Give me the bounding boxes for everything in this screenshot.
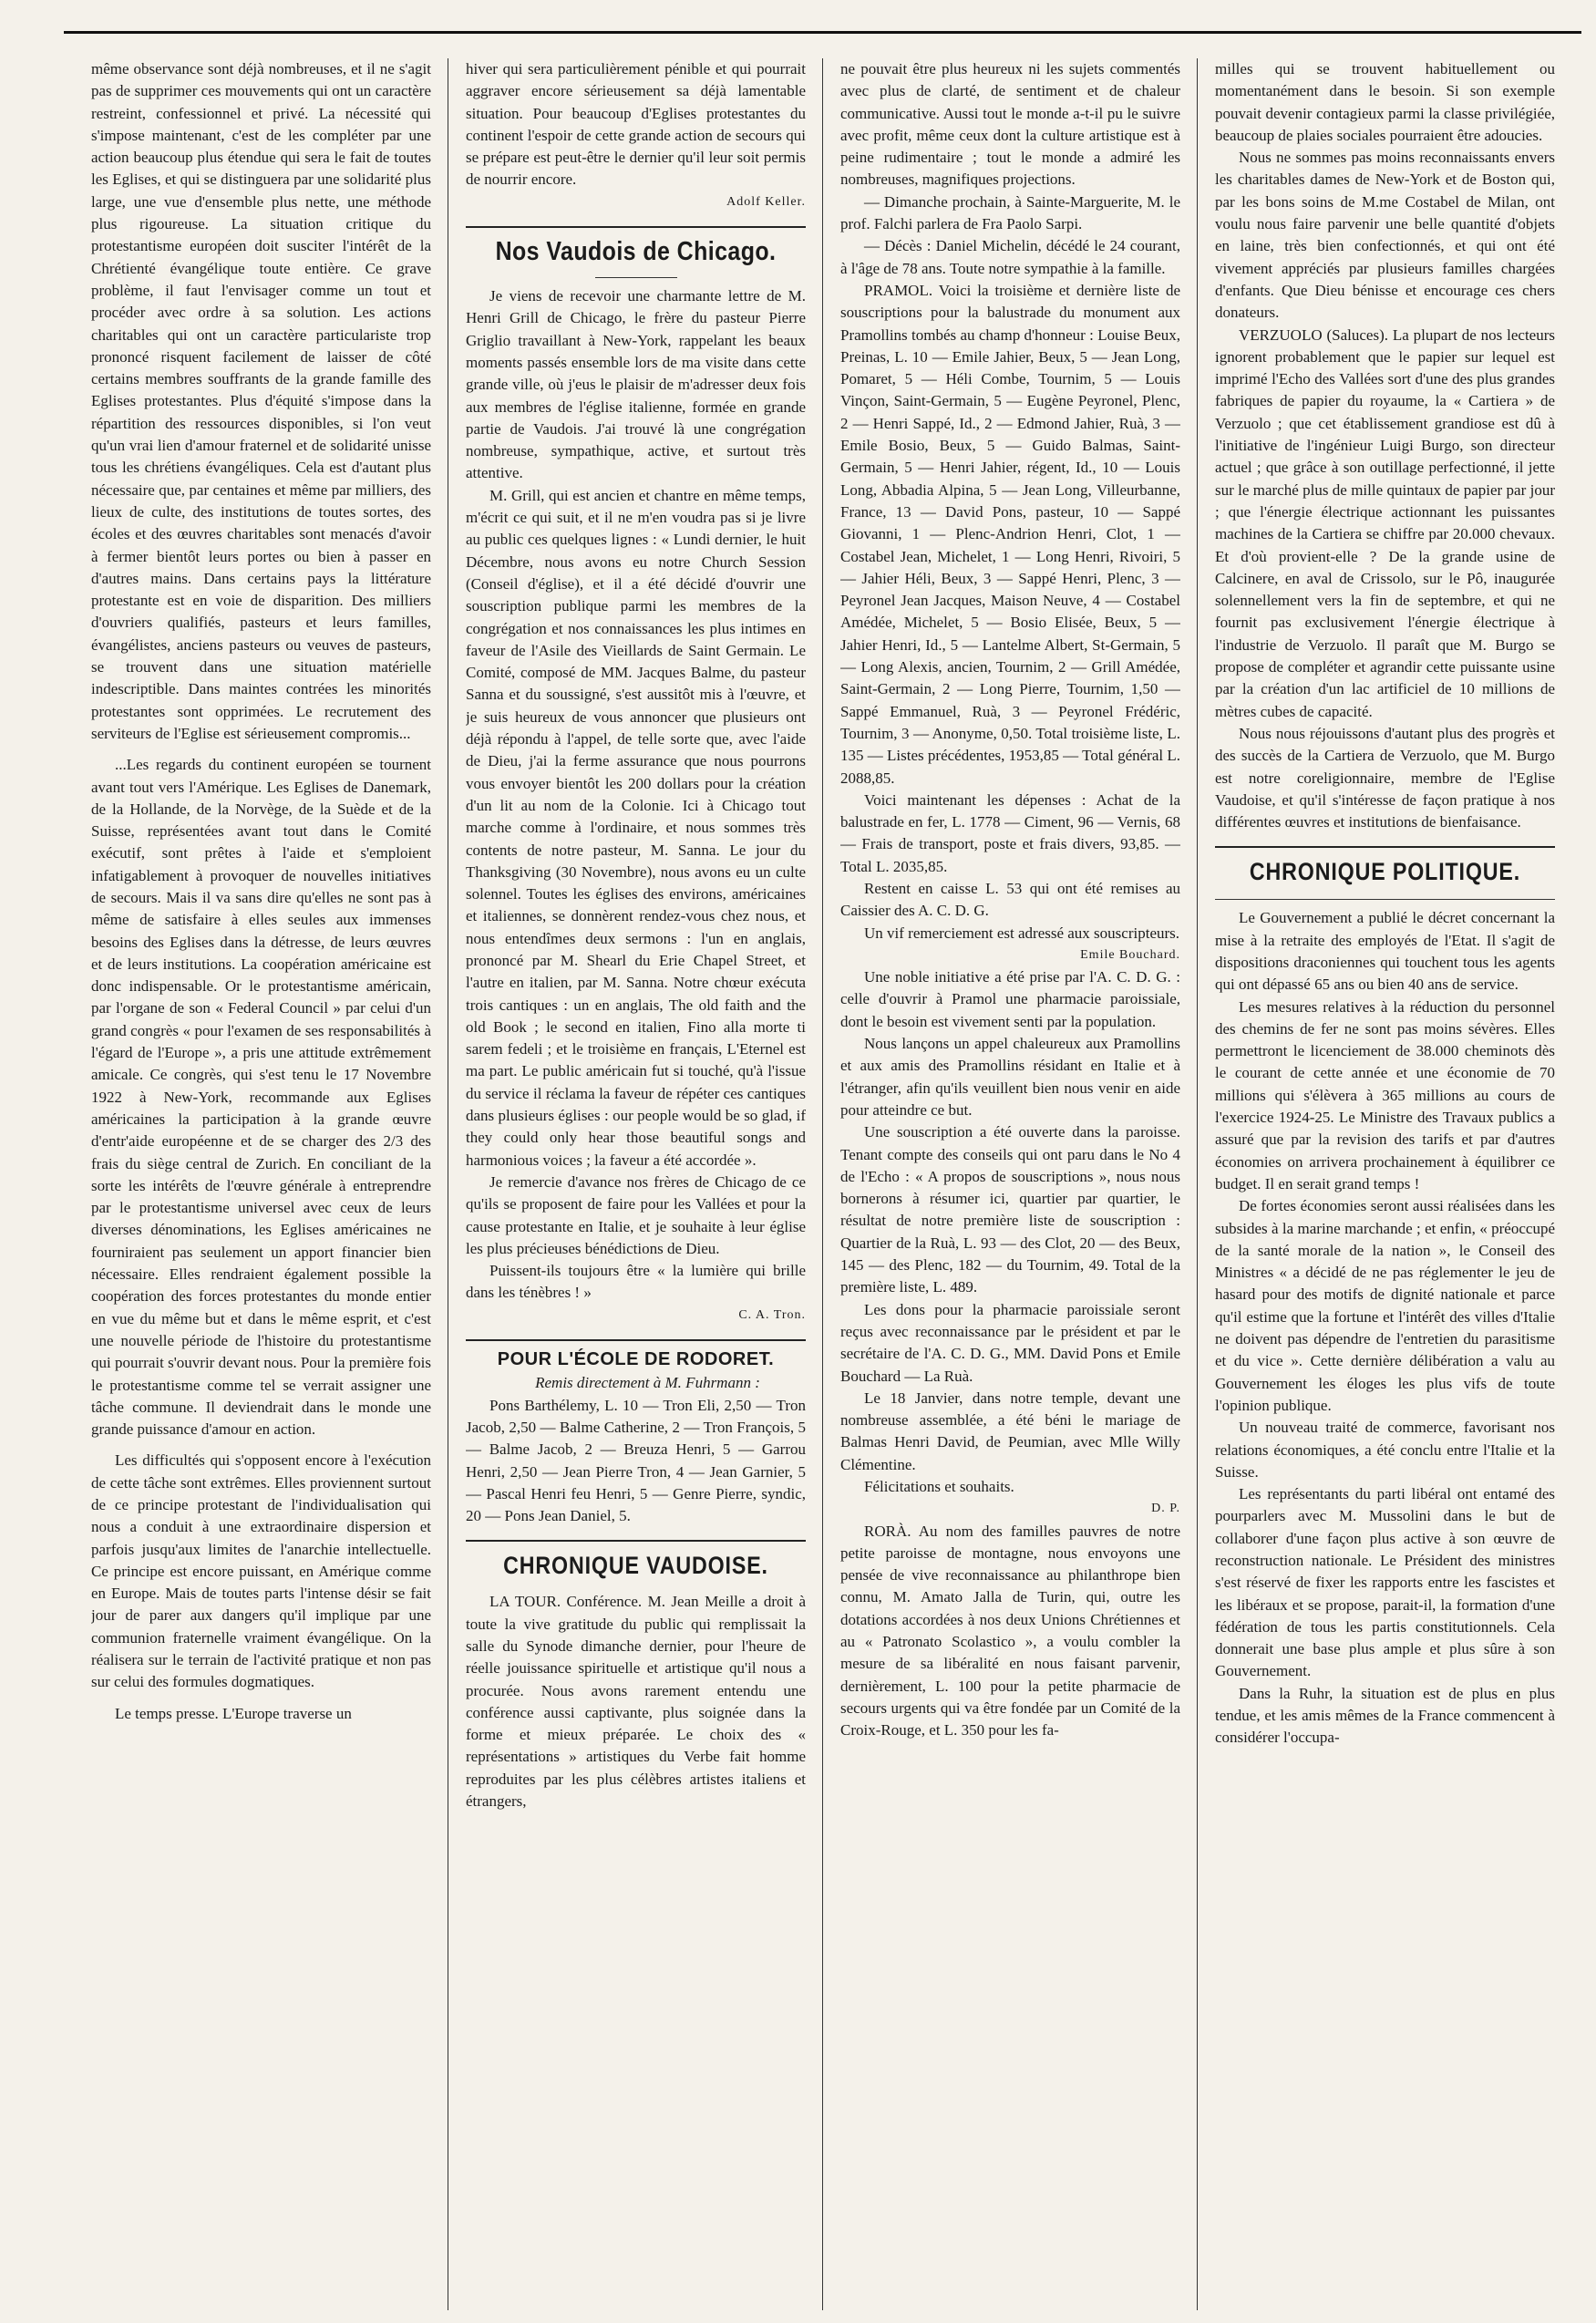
article-paragraph: RORÀ. Au nom des familles pauvres de notre petite paroisse de montagne, nous envoyons une pensée de vive reconnaissance au philanthrope bien connu, M. Amato Jalla de Turin, qui, outre les dotations accordées à nos deux Unions Chrétiennes et au « Patronato Scolastico », a voulu combler la mesure de sa libéralité en nous faisant parvenir, dernièrement, L. 100 pour la petite pharmacie de secours urgents qui va être fondée par un Comité de la Croix-Rouge, et L. 350 pour les fa- — [840, 1522, 1180, 1740]
section-rule — [466, 1339, 806, 1341]
section-rule — [1215, 846, 1555, 848]
column-1 — [91, 58, 431, 2301]
article-paragraph: même observance sont déjà nombreuses, et il ne s'agit pas de supprimer ces mouvements qui ont un caractère restreint, confessionnel et privé. La nécessité qui s'impose maintenant, c'est de les compléter par une action beaucoup plus étendue qui sera le fait de toutes les Eglises, et qui se distinguera par une solidarité plus large, une vue d'ensemble plus nette, une méthode plus rigoureuse. La situation critique du protestantisme européen doit susciter l'intérêt de la Chrétienté évangélique toute entière. Ce grave problème, il faut l'envisager comme un tout et procéder avec ordre à sa solution. Les actions charitables qui ont un caractère particulariste trop prononcé risquent facilement de laisser de côté certains membres souffrants de la grande famille des Eglises protestantes. Plus d'équité s'impose dans la répartition des ressources disponibles, si l'on veut qu'un vrai lien d'amour fraternel et de solidarité unisse tous les chrétiens évangéliques. Cela est d'autant plus nécessaire que, par centaines et même par milliers, des lieux de culte, des institutions de toutes sortes, des écoles et des œuvres charitables sont menacés d'avoir à fermer bientôt leurs portes ou bien à passer en d'autres mains. Dans certains pays la littérature protestante est en voie de disparition. Des milliers d'ouvriers qualifiés, pasteurs et leurs familles, évangélistes, anciens pasteurs ou veuves de pasteurs, se trouvent dans une situation matérielle indescriptible. Dans maintes contrées les minorités protestantes sont opprimées. Le recrutement des serviteurs de l'Eglise est sérieusement compromis... — [91, 60, 431, 742]
rodoret-list: Pons Barthélemy, L. 10 — Tron Eli, 2,50 — Tron Jacob, 2,50 — Balme Catherine, 2 — Tron François, 5 — Balme Jacob, 2 — Breuza Henri, 5 — Garrou Henri, 2,50 — Jean Pierre Tron, 4 — Jean Garnier, 5 — Pascal Henri feu Henri, 5 — Genre Pierre, syndic, 20 — Pons Jean Daniel, 5. — [466, 1396, 806, 1525]
article-paragraph: ...Les regards du continent européen se tournent avant tout vers l'Amérique. Les Eglises de Danemark, de la Hollande, de la Norvège, de la Suède et de la Suisse, représentées avant tout dans le Comité exécutif, sont prêtes à l'aide et s'emploient infatigablement à provoquer de nouvelles initiatives de secours. Mais il va sans dire qu'elles ne sont pas à même de satisfaire à elles seules aux immenses besoins des Eglises dans la détresse, de leurs œuvres et de leurs institutions. La coopération américaine est donc indispensable. Or le protestantisme américain, par l'organe de son « Federal Council » par celui d'un grand congrès « pour l'examen de ses responsabilités à l'égard de l'Europe », a pris une attitude extrêmement amicale. Ce congrès, qui s'est tenu le 17 Novembre 1922 à New-York, recommande aux Eglises américaines la participation à la grande œuvre d'entr'aide européenne et de se charger des 2/3 des frais du siège central de Zurich. En conciliant de la sorte les intérêts de l'œuvre générale à entreprendre par le protestantisme universel avec ceux de leurs diverses dénominations, les Eglises américaines ne fourniraient pas seulement un apport financier bien nécessaire. Elles rendraient également possible la coopération des forces protestantes du monde entier en vue du même but et dans le même esprit, et c'est une nouvelle période de l'histoire du protestantisme qui pourrait s'ouvrir devant nous. Pour la première fois le protestantisme comme tel se verrait assigner une tâche commune. Il deviendrait dans le monde une grande puissance d'amour en action. — [91, 756, 431, 1439]
article-paragraph: Nous nous réjouissons d'autant plus des progrès et des succès de la Cartiera de Verzuolo, que M. Burgo est notre coreligionnaire, membre de l'Eglise Vaudoise, et qu'il s'intéresse de façon pratique à nos différentes œuvres et institutions de bienfaisance. — [1215, 724, 1555, 831]
signature: C. A. Tron. — [738, 1307, 806, 1322]
column-divider — [1197, 58, 1198, 2310]
article-paragraph: Une noble initiative a été prise par l'A. C. D. G. : celle d'ouvrir à Pramol une pharmacie paroissiale, dont le besoin est vivement senti par la population. — [840, 968, 1180, 1030]
article-paragraph: ne pouvait être plus heureux ni les sujets commentés avec plus de clarté, de sentiment et de chaleur communicative. Aussi tout le monde a-t-il pu le suivre avec profit, même ceux dont la culture artistique est à peine rudimentaire ; tout le monde a admiré les nombreuses, magnifiques projections. — [840, 60, 1180, 189]
article-paragraph: Dans la Ruhr, la situation est de plus en plus tendue, et les amis mêmes de la France commencent à considérer l'occupa- — [1215, 1684, 1555, 1747]
top-rule — [64, 31, 1581, 34]
column-2 — [466, 58, 806, 2301]
headline-chicago: Nos Vaudois de Chicago. — [495, 237, 777, 267]
column-divider — [822, 58, 823, 2310]
article-paragraph: Je remercie d'avance nos frères de Chicago de ce qu'ils se proposent de faire pour les Vallées et pour la cause protestante en Italie, et je souhaite à leur église les plus précieuses bénédictions de Dieu. — [466, 1172, 806, 1257]
article-paragraph: Une souscription a été ouverte dans la paroisse. Tenant compte des conseils qui ont paru dans le No 4 de l'Echo : « A propos de souscriptions », nous nous bornerons à résumer ici, quartier par quartier, le résultat de notre première liste de souscription : Quartier de la Ruà, L. 93 — des Clot, 20 — des Beux, 145 — des Plenc, 182 — du Tournim, 49. Total de la première liste, L. 489. — [840, 1123, 1180, 1296]
article-paragraph: LA TOUR. Conférence. M. Jean Meille a droit à toute la vive gratitude du public qui remplissait la salle du Synode dimanche dernier, pour l'heure de réelle jouissance spirituelle et artistique qu'il nous a procurée. Nous avons rarement entendu une conférence aussi captivante, plus soignée dans la forme et mieux préparée. Le choix des « représentations » artistiques du Verbe fait homme reproduites par les plus célèbres artistes italiens et étrangers, — [466, 1593, 806, 1811]
article-paragraph: Restent en caisse L. 53 qui ont été remises au Caissier des A. C. D. G. — [840, 879, 1180, 920]
short-rule — [595, 277, 677, 278]
signature: Emile Bouchard. — [1080, 947, 1180, 962]
article-paragraph: PRAMOL. Voici la troisième et dernière liste de souscriptions pour la balustrade du monument aux Pramollins tombés au champ d'honneur : Louise Beux, Preinas, L. 10 — Emile Jahier, Beux, 5 — Jean Long, Pomaret, 5 — Héli Combe, Tournim, 5 — Louis Vinçon, Saint-Germain, 5 — Eugène Peyronel, Plenc, 2 — Henri Sappé, Id., 2 — Edmond Jahier, Ruà, 3 — Emile Bosio, Beux, 5 — Guido Balmas, Saint-Germain, 5 — Henri Jahier, régent, Id., 10 — Louis Long, Abbadia Alpina, 5 — Jean Long, Villeurbanne, France, 13 — David Pons, pasteur, 10 — Sappé Giovanni, 1 — Plenc-Andrion Henri, Clot, 1 — Costabel Jean, Michelet, 1 — Long Henri, Rivoiri, 5 — Jahier Héli, Beux, 3 — Sappé Henri, Plenc, 3 — Peyronel Jean Jacques, Maison Neuve, 4 — Costabel Amédée, Michelet, 5 — Bosio Elisée, Beux, 5 — Jahier Henri, Id., 5 — Lantelme Albert, St-Germain, 5 — Long Alexis, ancien, Tournim, 2 — Grill Amédée, Saint-Germain, 2 — Long Pierre, Tournim, 1,50 — Sappé Emmanuel, Ruà, 3 — Peyronel Frédéric, Tournim, 3 — Anonyme, 0,50. Total troisième liste, L. 135 — Listes précédentes, 1953,85 — Total général L. 2088,85. — [840, 281, 1180, 787]
article-paragraph: Les dons pour la pharmacie paroissiale seront reçus avec reconnaissance par le président et par le secrétaire de l'A. C. D. G., MM. David Pons et Emile Bouchard — La Ruà. — [840, 1300, 1180, 1385]
article-paragraph: Félicitations et souhaits. — [864, 1478, 1014, 1495]
article-paragraph: Nous lançons un appel chaleureux aux Pramollins et aux amis des Pramollins résidant en Italie et à l'étranger, afin qu'ils veuillent bien nous venir en aide pour atteindre ce but. — [840, 1035, 1180, 1119]
article-paragraph: hiver qui sera particulièrement pénible et qui pourrait aggraver encore sérieusement sa déjà lamentable situation. Pour beaucoup d'Eglises protestantes du continent l'espoir de cette grande action de secours qui se prépare est peut-être le dernier qu'il leur soit permis de nourrir encore. — [466, 60, 806, 189]
article-paragraph: Le Gouvernement a publié le décret concernant la mise à la retraite des employés de l'Etat. Il s'agit de dispositions draconiennes qui touchent tous les agents qui ont dépassé 65 ans ou bien 40 ans de service. — [1215, 909, 1555, 994]
article-paragraph: Les mesures relatives à la réduction du personnel des chemins de fer ne sont pas moins sévères. Elles permettront le licenciement de 38.000 cheminots dès le courant de cette année et une économie de 70 millions qui s'élèvera à 365 millions au cours de l'exercice 1924-25. Le Ministre des Travaux publics a assuré que par la revision des tarifs et par d'autres économies on arrivera prochainement à équilibrer ce budget. Il en serait grand temps ! — [1215, 997, 1555, 1192]
headline-chronique-vaudoise: CHRONIQUE VAUDOISE. — [503, 1552, 768, 1580]
article-paragraph: — Dimanche prochain, à Sainte-Marguerite, M. le prof. Falchi parlera de Fra Paolo Sarpi. — [840, 192, 1180, 233]
article-paragraph: VERZUOLO (Saluces). La plupart de nos lecteurs ignorent probablement que le papier sur lequel est imprimé l'Echo des Vallées sort d'une des plus grandes fabriques de papier du royaume, la « Cartiera » de Verzuolo ; que cet établissement grandiose est dû à l'initiative de l'ingénieur Luigi Burgo, son directeur actuel ; que grâce à son outillage perfectionné, il jette sur le marché plus de mille quintaux de papier par jour ; que l'énergie électrique actionnant les puissantes machines de la Cartiera se chiffre par 20.000 chevaux. Et d'où provient-elle ? De la grande usine de Calcinere, en aval de Crissolo, sur le Pô, inaugurée solennellement vers la fin de septembre, et qui ne fournit pas exclusivement l'énergie électrique à l'industrie de Verzuolo. Il paraît que M. Burgo se propose de compléter et agrandir cette puissante usine par la création d'un lac artificiel de 10 millions de mètres cubes de capacité. — [1215, 325, 1555, 720]
rodoret-subtitle: Remis directement à M. Fuhrmann : — [535, 1374, 760, 1392]
article-paragraph: Les difficultés qui s'opposent encore à l'exécution de cette tâche sont extrêmes. Elles proviennent surtout de ce principe protestant de l'individualisation qui nous a conduit à une extraordinaire dispersion et parfois jusqu'aux limites de l'anarchie intellectuelle. Ce principe est encore puissant, en Amérique comme en Europe. Mais de toutes parts l'intense désir se fait jour de parer aux dangers qu'il implique par une communion fraternelle vraiment évangélique. On la réalisera sur le terrain de l'activité pratique et non pas sur celui des formules dogmatiques. — [91, 1451, 431, 1691]
section-rule — [466, 1540, 806, 1542]
signature: Adolf Keller. — [726, 194, 806, 209]
headline-rodoret: POUR L'ÉCOLE DE RODORET. — [497, 1349, 775, 1370]
article-paragraph: Nous ne sommes pas moins reconnaissants envers les charitables dames de New-York et de Boston qui, par les bons soins de M.me Costabel de Milan, ont voulu nous faire parvenir une belle quantité d'objets en laine, très bien confectionnés, et qui ont été vivement appréciés par plusieurs familles chargées d'enfants. Que Dieu bénisse et encourage ces chers donateurs. — [1215, 149, 1555, 322]
article-paragraph: Un nouveau traité de commerce, favorisant nos relations économiques, a été conclu entre l'Italie et la Suisse. — [1215, 1419, 1555, 1481]
article-paragraph: Les représentants du parti libéral ont entamé des pourparlers avec M. Mussolini dans le but de collaborer d'une façon plus active à son œuvre de reconstruction nationale. Le Président des ministres s'est réservé de fixer les rapports entre les fascistes et les libéraux et se propose, parait-il, la formation d'une fédération de tous les partis constitutionnels. Cela donnerait une base plus ample et plus sûre à son Gouvernement. — [1215, 1485, 1555, 1680]
article-paragraph: Je viens de recevoir une charmante lettre de M. Henri Grill de Chicago, le frère du pasteur Pierre Griglio travaillant à New-York, rappelant les beaux moments passés ensemble lors de ma visite dans cette grande ville, où j'eus le plaisir de m'adresser deux fois aux membres de l'église italienne, formée en grande partie de Vaudois. J'ai trouvé là une congrégation nombreuse, sympathique, active, et surtout très attentive. — [466, 287, 806, 482]
article-paragraph: Puissent-ils toujours être « la lumière qui brille dans les ténèbres ! » — [466, 1262, 806, 1302]
column-4 — [1215, 58, 1555, 2301]
article-paragraph: Le temps presse. L'Europe traverse un — [115, 1704, 352, 1722]
column-3 — [840, 58, 1180, 2301]
signature: D. P. — [1151, 1502, 1180, 1516]
section-rule — [1215, 899, 1555, 900]
section-rule — [466, 226, 806, 228]
article-paragraph: M. Grill, qui est ancien et chantre en même temps, m'écrit ce qui suit, et il ne m'en voudra pas si je livre au public ces quelques lignes : « Lundi dernier, le huit Décembre, nous avons eu notre Church Session (Conseil d'église), et il a été décidé d'ouvrir une souscription publique parmi les membres de la congrégation et nos connaissances les plus intimes en faveur de l'Asile des Vieillards de Saint Germain. Le Comité, composé de MM. Jacques Balme, du pasteur Sanna et du soussigné, s'est aussitôt mis à l'œuvre, et je suis heureux de vous annoncer que plusieurs ont déjà répondu à l'appel, de telle sorte que, avec l'aide de Dieu, j'ai la ferme assurance que nous pourrons vous envoyer bientôt les 200 dollars pour la création d'un lit au nom de la Colonie. Ici à Chicago tout marche comme à l'ordinaire, et nous sommes très contents de notre pasteur, M. Sanna. Le jour du Thanksgiving (30 Novembre), nous avons eu un culte solennel. Toutes les églises des environs, américaines et italiennes, se donnèrent rendez-vous chez nous, et nous entendîmes deux sermons : l'un en anglais, prononcé par M. Shearl du Erie Chapel Street, et l'autre en italien, par M. Sanna. Notre chœur exécuta trois cantiques : un en anglais, The old faith and the old Book ; le second en italien, Fino alla morte ti sarem fedeli ; et le troisième en français, L'Eternel est ma part. Le public américain fut si touché, qu'à l'issue du service il réclama la faveur de répéter ces cantiques dans plusieurs églises : our people would be so glad, if they could only hear those beautiful songs and harmonious voices ; la faveur a été accordée ». — [466, 486, 806, 1169]
article-paragraph: — Décès : Daniel Michelin, décédé le 24 courant, à l'âge de 78 ans. Toute notre sympathie à la famille. — [840, 237, 1180, 277]
article-paragraph: De fortes économies seront aussi réalisées dans les subsides à la marine marchande ; et enfin, « préoccupé de la santé morale de la nation », le Conseil des Ministres « a décidé de ne pas réglementer le jeu de hasard pour des motifs de dignité nationale et parce qu'il estime que la fortune et l'intérêt des villes d'Italie ne doivent pas dépendre de l'entretien du parasitisme et du vice ». Cette dernière délibération a valu au Gouvernement les éloges les plus vifs de toute l'opinion publique. — [1215, 1197, 1555, 1414]
article-paragraph: milles qui se trouvent habituellement ou momentanément dans le besoin. Si son exemple pouvait devenir contagieux parmi la classe privilégiée, beaucoup de plaies sociales pourraient être adoucies. — [1215, 60, 1555, 144]
article-paragraph: Le 18 Janvier, dans notre temple, devant une nombreuse assemblée, a été béni le mariage de Balmas Henri David, de Peumian, avec Mlle Willy Clémentine. — [840, 1389, 1180, 1473]
article-paragraph: Un vif remerciement est adressé aux souscripteurs. — [864, 924, 1180, 942]
headline-chronique-politique: CHRONIQUE POLITIQUE. — [1249, 858, 1521, 886]
article-paragraph: Voici maintenant les dépenses : Achat de la balustrade en fer, L. 1778 — Ciment, 96 — Vernis, 68 — Frais de transport, poste et frais divers, 93,85. — Total L. 2035,85. — [840, 790, 1180, 875]
